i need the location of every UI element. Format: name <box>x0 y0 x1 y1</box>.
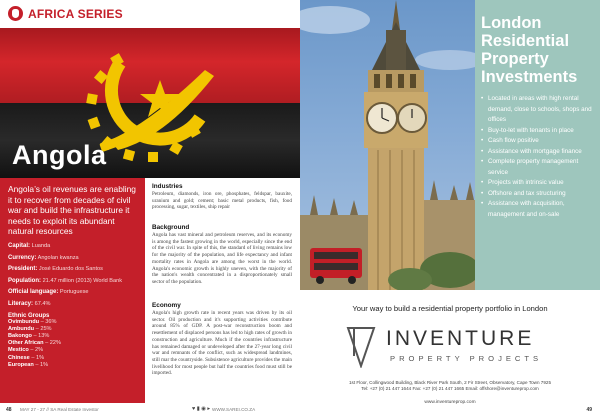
section-body: Angola's high growth rate in recent years was driven by its oil sector. Oil production and it's supporting activities contribute around 85% of GDP. A post-war reconstruction boom and resettlement of displaced persons has led to high rates of growth in construction and agriculture. Much if the countries infrastructure has remained damaged or undeveloped after the 27-year long civil war and remnants of the conflict, such as widespread landmines, still mar the countryside. Subsistence agriculture provides the main livelihood for most people but half the countries food must still be imported. <box>152 310 292 377</box>
social-icons: ♥ ▮ ◉ ▸ <box>192 406 211 412</box>
fact-literacy: Literacy: 67.4% <box>8 300 51 307</box>
page-number: 48 <box>6 407 12 413</box>
contact-line: Tel: +27 (0) 21 447 1644 Fax: +27 (0) 21 447 1665 Email: offshore@inventureprop.com <box>361 386 539 392</box>
list-item: Bakongo – 13% <box>8 332 50 339</box>
list-item: • Complete property management service <box>481 157 594 178</box>
section-heading: Background <box>152 224 190 231</box>
footer-website: WWW.SAREI.CO.ZA <box>212 407 256 412</box>
big-ben-illustration <box>300 0 475 290</box>
big-ben-photo <box>300 0 475 290</box>
section-body: Petroleum, diamonds, iron ore, phosphates, feldspar, bauxite, uranium and gold; cement; basic metal products, fish, food processing, sugar, textiles, ship repair <box>152 191 292 211</box>
list-item: European – 1% <box>8 361 49 368</box>
logo-subtitle: PROPERTY PROJECTS <box>390 354 543 363</box>
series-title: AFRICA SERIES <box>28 7 123 21</box>
list-item: • Buy-to-let with tenants in place <box>481 126 594 137</box>
magazine-name: MAY 27 - 27 // SA Real Estate Investor <box>20 407 99 412</box>
list-item: • Cash flow positive <box>481 136 594 147</box>
ad-bullet-list <box>481 94 594 220</box>
ad-website: www.inventureprop.com <box>424 400 476 405</box>
fact-president: President: José Eduardo dos Santos <box>8 266 103 273</box>
list-item: • Offshore and tax structuring <box>481 189 594 200</box>
list-item: • Assistance with mortgage finance <box>481 147 594 158</box>
list-item: Other African – 22% <box>8 340 61 347</box>
list-item: Ovimbundu – 36% <box>8 318 57 325</box>
section-body: Angola has vast mineral and petroleum reserves, and its economy is among the fastest growing in the world, especially since the end of the civil war. In spite of this, the standard of living remains low for the majority of the population, and life expectancy and infant mortality rates in Angola are among the worst in the world. Angola's economic growth is highly uneven, with the majority of the nation's wealth concentrated in a disproportionately small sector of the population. <box>152 232 292 285</box>
section-heading: Economy <box>152 302 181 309</box>
ad-title: London Residential Property Investments <box>481 14 578 86</box>
section-heading: Industries <box>152 183 183 190</box>
left-footer <box>6 406 296 416</box>
ethnic-groups-heading: Ethnic Groups <box>8 312 50 319</box>
logo-name: INVENTURE <box>386 327 535 350</box>
list-item: Ambundu – 25% <box>8 325 52 332</box>
list-item: • Projects with intrinsic value <box>481 178 594 189</box>
list-item: • Located in areas with high rental demand, close to schools, shops and offices <box>481 94 594 126</box>
ad-panel <box>475 0 600 290</box>
contact-address <box>300 380 600 393</box>
fact-capital: Capital: Luanda <box>8 242 51 249</box>
ad-tagline: Your way to build a residential property portfolio in London <box>352 304 548 313</box>
inventure-logo <box>346 326 554 372</box>
fact-sidebar <box>0 178 145 403</box>
section-economy <box>152 302 292 377</box>
section-background <box>152 224 292 286</box>
list-item: Chinese – 1% <box>8 354 45 361</box>
country-title: Angola <box>12 140 107 170</box>
fact-currency: Currency: Angolan kwanza <box>8 254 79 261</box>
fact-language: Official language: Portuguese <box>8 289 89 296</box>
logo-mark-icon <box>346 326 376 368</box>
fact-population: Population: 21.47 million (2013) World Bank <box>8 277 123 284</box>
section-industries <box>152 183 292 211</box>
africa-continent-icon <box>8 6 23 21</box>
page-number: 49 <box>586 407 592 413</box>
series-header <box>0 0 300 28</box>
right-page <box>300 0 600 419</box>
list-item: Mestico – 2% <box>8 347 44 354</box>
list-item: • Assistance with acquisition, management and on-sale <box>481 199 594 220</box>
address-line: 1st Floor, Collingwood Building, Black River Park South, 2 Fir Street, Observatory, Cape Town 7925 <box>348 380 552 385</box>
intro-text: Angola’s oil revenues are enabling it to recover from decades of civil war and build the infrastructure it needs to exploit its abundant natural resources <box>8 184 136 237</box>
